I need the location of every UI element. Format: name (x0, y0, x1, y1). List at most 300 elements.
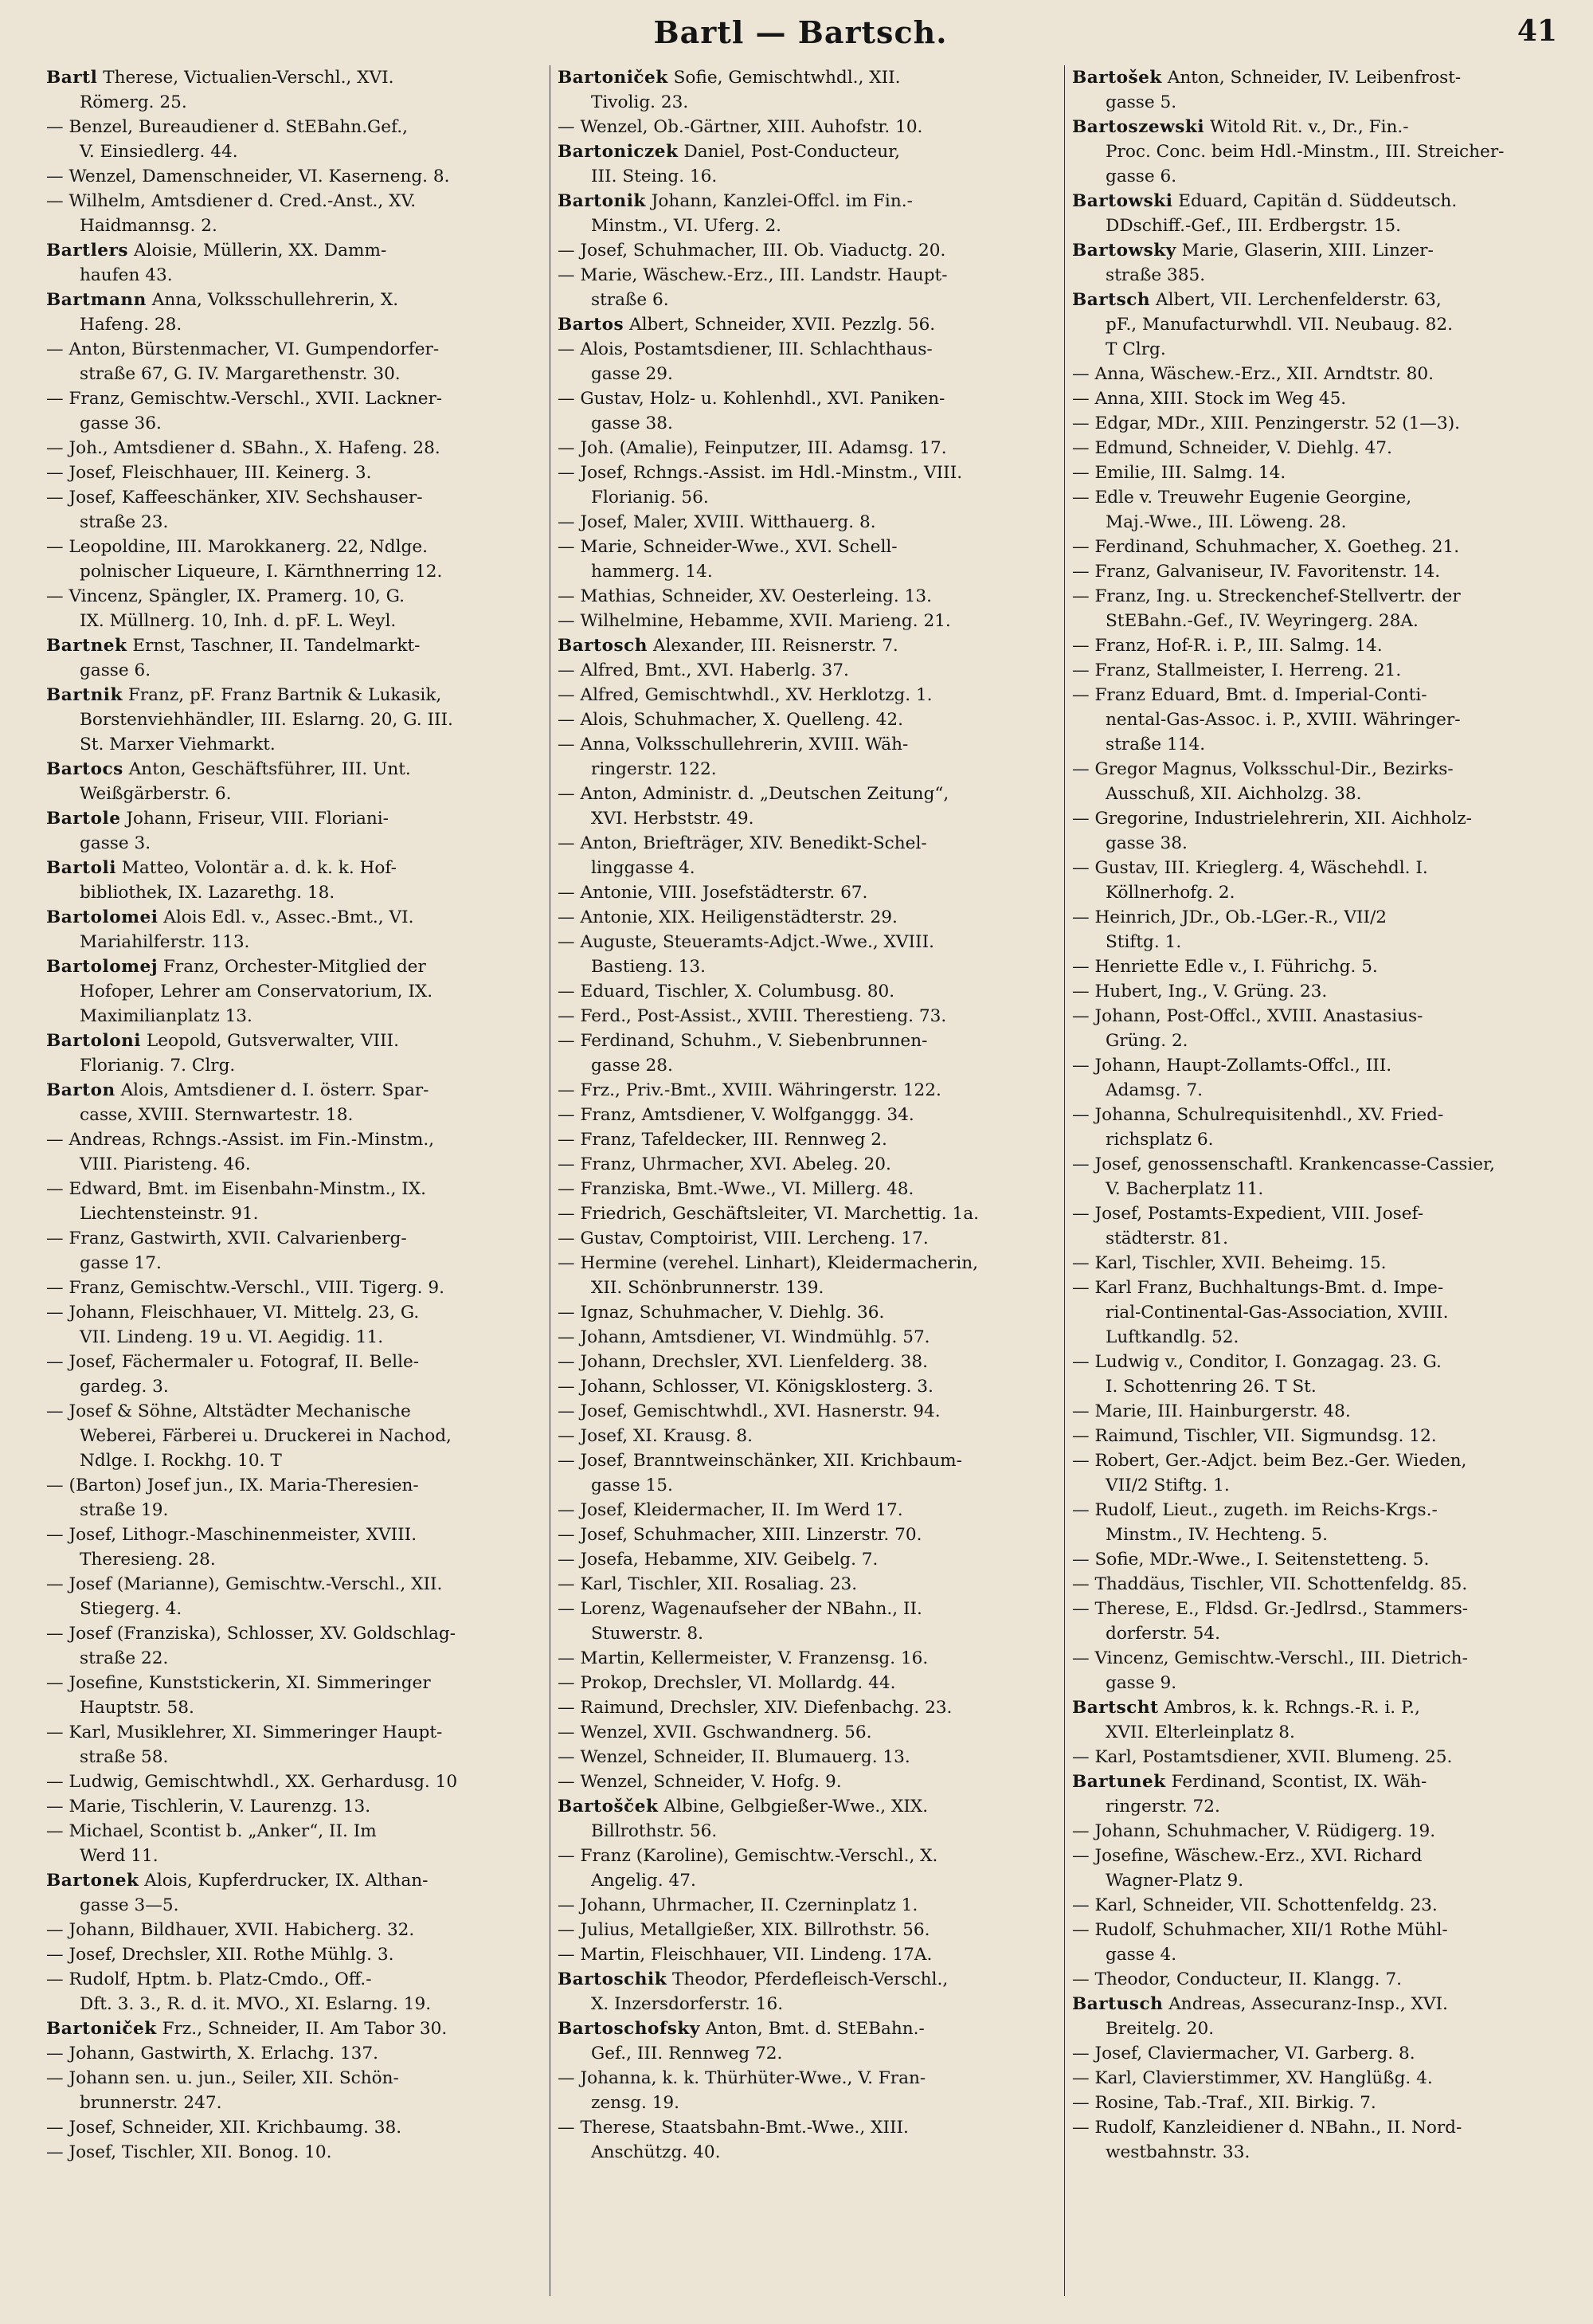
surname: Barton (46, 1080, 115, 1100)
sub-entry: — Josefine, Kunststickerin, XI. Simmeringer (46, 1671, 540, 1695)
sub-entry: — Sofie, MDr.-Wwe., I. Seitenstetteng. 5. (1072, 1547, 1566, 1572)
sub-entry: — Michael, Scontist b. „Anker“, II. Im (46, 1819, 540, 1844)
entry-text: Alexander, III. Reisnerstr. 7. (652, 636, 898, 656)
entry-continuation: Minstm., IV. Hechteng. 5. (1106, 1525, 1328, 1545)
sub-entry: — Ignaz, Schuhmacher, V. Diehlg. 36. (558, 1300, 1051, 1325)
sub-entry: — Joh., Amtsdiener d. SBahn., X. Hafeng. 28. (46, 436, 540, 460)
entry-continuation: Liechtensteinstr. 91. (80, 1204, 259, 1224)
sub-entry: — Franz, Amtsdiener, V. Wolfganggg. 34. (558, 1103, 1051, 1127)
surname: Bartosch (558, 636, 648, 656)
entry-text: Albert, VII. Lerchenfelderstr. 63, (1155, 290, 1442, 310)
sub-entry: — Alois, Schuhmacher, X. Quelleng. 42. (558, 707, 1051, 732)
entry-continuation: Florianig. 56. (591, 488, 709, 508)
entry-heading (46, 954, 540, 979)
sub-entry: — Lorenz, Wagenaufseher der NBahn., II. (558, 1597, 1051, 1621)
entry-continuation: casse, XVIII. Sternwartestr. 18. (80, 1105, 354, 1125)
sub-entry: — Josef, Postamts-Expedient, VIII. Josef- (1072, 1201, 1566, 1226)
entry-continuation: Ndlge. I. Rockhg. 10. T (80, 1451, 282, 1471)
sub-entry: — Anton, Briefträger, XIV. Benedikt-Schel- (558, 831, 1051, 856)
sub-entry: — Josef (Franziska), Schlosser, XV. Goldschlag- (46, 1621, 540, 1646)
entry-continuation: polnischer Liqueure, I. Kärnthnerring 12. (80, 562, 443, 582)
entry-heading (1072, 65, 1566, 90)
entry-text: Witold Rit. v., Dr., Fin.- (1209, 117, 1409, 137)
entry-heading (46, 1868, 540, 1893)
sub-entry: — Edmund, Schneider, V. Diehlg. 47. (1072, 436, 1566, 460)
sub-entry: — Franz, Stallmeister, I. Herreng. 21. (1072, 658, 1566, 683)
sub-entry: — Anna, XIII. Stock im Weg 45. (1072, 386, 1566, 411)
entry-continuation: X. Inzersdorferstr. 16. (591, 1994, 784, 2014)
surname: Bartocs (46, 759, 123, 779)
sub-entry: — Julius, Metallgießer, XIX. Billrothstr. 56. (558, 1918, 1051, 1942)
sub-entry: — Josef (Marianne), Gemischtw.-Verschl., XII. (46, 1572, 540, 1597)
sub-entry: — Josefine, Wäschew.-Erz., XVI. Richard (1072, 1844, 1566, 1868)
sub-entry: — Josef, Kleidermacher, II. Im Werd 17. (558, 1498, 1051, 1523)
column-rule (1064, 65, 1065, 2296)
sub-entry: — Franz Eduard, Bmt. d. Imperial-Conti- (1072, 683, 1566, 707)
sub-entry: — Antonie, XIX. Heiligenstädterstr. 29. (558, 905, 1051, 930)
sub-entry: — Johann, Amtsdiener, VI. Windmühlg. 57. (558, 1325, 1051, 1350)
entry-heading (1072, 1992, 1566, 2016)
sub-entry: — Franz, Gemischtw.-Verschl., XVII. Lackner- (46, 386, 540, 411)
sub-entry: — Josef, Kaffeeschänker, XIV. Sechshauser- (46, 485, 540, 510)
sub-entry: — Franz, Ing. u. Streckenchef-Stellvertr. der (1072, 584, 1566, 609)
sub-entry: — Thaddäus, Tischler, VII. Schottenfeldg. 85. (1072, 1572, 1566, 1597)
sub-entry: — Karl, Clavierstimmer, XV. Hanglüßg. 4. (1072, 2066, 1566, 2091)
entry-continuation: Bastieng. 13. (591, 957, 706, 977)
surname: Bartoszewski (1072, 117, 1205, 137)
sub-entry: — Karl Franz, Buchhaltungs-Bmt. d. Impe- (1072, 1276, 1566, 1300)
sub-entry: — Gustav, III. Krieglerg. 4, Wäschehdl. I. (1072, 856, 1566, 880)
entry-continuation: XII. Schönbrunnerstr. 139. (591, 1278, 824, 1298)
sub-entry: — Ludwig, Gemischtwhdl., XX. Gerhardusg. 10 (46, 1769, 540, 1794)
sub-entry: — Josef, Gemischtwhdl., XVI. Hasnerstr. 94. (558, 1399, 1051, 1424)
sub-entry: — Karl, Tischler, XVII. Beheimg. 15. (1072, 1251, 1566, 1276)
entry-continuation: gasse 15. (591, 1476, 673, 1495)
entry-heading (46, 65, 540, 90)
sub-entry: — Alfred, Gemischtwhdl., XV. Herklotzg. 1. (558, 683, 1051, 707)
sub-entry: — Marie, Schneider-Wwe., XVI. Schell- (558, 535, 1051, 559)
entry-text: Andreas, Assecuranz-Insp., XVI. (1168, 1994, 1448, 2014)
entry-text: Franz, pF. Franz Bartnik & Lukasik, (127, 685, 442, 705)
surname: Bartlers (46, 241, 129, 261)
entry-heading (1072, 1769, 1566, 1794)
entry-text: Frz., Schneider, II. Am Tabor 30. (162, 2019, 448, 2039)
entry-continuation: Anschützg. 40. (591, 2142, 721, 2162)
sub-entry: — Ferd., Post-Assist., XVIII. Therestieng. 73. (558, 1004, 1051, 1029)
surname: Bartolomej (46, 957, 159, 977)
entry-continuation: nental-Gas-Assoc. i. P., XVIII. Währinger- (1106, 710, 1461, 730)
entry-continuation: zensg. 19. (591, 2093, 680, 2113)
entry-text: Leopold, Gutsverwalter, VIII. (146, 1031, 399, 1051)
sub-entry: — Karl, Schneider, VII. Schottenfeldg. 23. (1072, 1893, 1566, 1918)
entry-text: Franz, Orchester-Mitglied der (162, 957, 426, 977)
sub-entry: — Wenzel, XVII. Gschwandnerg. 56. (558, 1720, 1051, 1745)
sub-entry: — Gregor Magnus, Volksschul-Dir., Bezirks- (1072, 757, 1566, 782)
entry-continuation: Hofoper, Lehrer am Conservatorium, IX. (80, 982, 433, 1001)
sub-entry: — Josef, XI. Krausg. 8. (558, 1424, 1051, 1448)
sub-entry: — Gustav, Holz- u. Kohlenhdl., XVI. Paniken- (558, 386, 1051, 411)
sub-entry: — Josef, Schuhmacher, XIII. Linzerstr. 70. (558, 1523, 1051, 1547)
entry-continuation: brunnerstr. 247. (80, 2093, 222, 2113)
surname: Bartowsky (1072, 241, 1176, 261)
sub-entry: — Vincenz, Gemischtw.-Verschl., III. Dietrich- (1072, 1646, 1566, 1671)
entry-continuation: Stiftg. 1. (1106, 932, 1182, 952)
entry-continuation: gasse 4. (1106, 1945, 1177, 1965)
entry-heading (1072, 288, 1566, 312)
entry-text: Alois, Amtsdiener d. I. österr. Spar- (120, 1080, 429, 1100)
entry-continuation: gardeg. 3. (80, 1377, 169, 1397)
sub-entry: — Theodor, Conducteur, II. Klangg. 7. (1072, 1967, 1566, 1992)
entry-text: Johann, Friseur, VIII. Floriani- (126, 809, 389, 829)
sub-entry: — Emilie, III. Salmg. 14. (1072, 460, 1566, 485)
entry-continuation: gasse 9. (1106, 1673, 1177, 1693)
sub-entry: — Frz., Priv.-Bmt., XVIII. Währingerstr. 122. (558, 1078, 1051, 1103)
entry-continuation: Proc. Conc. beim Hdl.-Minstm., III. Streicher- (1106, 142, 1505, 162)
entry-heading (46, 905, 540, 930)
surname: Bartoniček (46, 2019, 157, 2039)
sub-entry: — Franz, Galvaniseur, IV. Favoritenstr. 14. (1072, 559, 1566, 584)
surname: Bartsch (1072, 290, 1151, 310)
entry-continuation: Theresieng. 28. (80, 1550, 216, 1570)
entry-continuation: straße 6. (591, 290, 669, 310)
entry-continuation: gasse 6. (80, 660, 151, 680)
sub-entry: — Johann, Gastwirth, X. Erlachg. 137. (46, 2041, 540, 2066)
sub-entry: — Johanna, Schulrequisitenhdl., XV. Fried- (1072, 1103, 1566, 1127)
entry-continuation: Breitelg. 20. (1106, 2019, 1215, 2039)
sub-entry: — Anna, Volksschullehrerin, XVIII. Wäh- (558, 732, 1051, 757)
surname: Bartole (46, 809, 121, 829)
sub-entry: — Franz, Uhrmacher, XVI. Abeleg. 20. (558, 1152, 1051, 1177)
entry-continuation: Köllnerhofg. 2. (1106, 883, 1235, 903)
sub-entry: — Rudolf, Schuhmacher, XII/1 Rothe Mühl- (1072, 1918, 1566, 1942)
sub-entry: — Rosine, Tab.-Traf., XII. Birkig. 7. (1072, 2091, 1566, 2115)
entry-continuation: XVI. Herbststr. 49. (591, 809, 754, 829)
sub-entry: — Josef, Tischler, XII. Bonog. 10. (46, 2140, 540, 2165)
sub-entry: — Johann sen. u. jun., Seiler, XII. Schön- (46, 2066, 540, 2091)
sub-entry: — (Barton) Josef jun., IX. Maria-Theresien- (46, 1473, 540, 1498)
sub-entry: — Wilhelmine, Hebamme, XVII. Marieng. 21. (558, 609, 1051, 633)
sub-entry: — Anton, Administr. d. „Deutschen Zeitung“, (558, 782, 1051, 806)
entry-continuation: Hafeng. 28. (80, 315, 182, 335)
entry-continuation: Adamsg. 7. (1106, 1080, 1204, 1100)
entry-heading (46, 288, 540, 312)
entry-continuation: V. Bacherplatz 11. (1106, 1179, 1264, 1199)
sub-entry: — Anna, Wäschew.-Erz., XII. Arndtstr. 80. (1072, 362, 1566, 386)
directory-column-1 (46, 65, 540, 2165)
entry-continuation: gasse 17. (80, 1253, 162, 1273)
entry-text: Therese, Victualien-Verschl., XVI. (103, 68, 394, 88)
sub-entry: — Johann, Post-Offcl., XVIII. Anastasius- (1072, 1004, 1566, 1029)
sub-entry: — Andreas, Rchngs.-Assist. im Fin.-Minstm., (46, 1127, 540, 1152)
sub-entry: — Wenzel, Damenschneider, VI. Kaserneng. 8. (46, 164, 540, 189)
entry-continuation: straße 22. (80, 1648, 169, 1668)
entry-continuation: Minstm., VI. Uferg. 2. (591, 216, 782, 236)
entry-heading (46, 806, 540, 831)
surname: Bartos (558, 315, 624, 335)
surname: Bartonik (558, 191, 646, 211)
entry-heading (558, 312, 1051, 337)
entry-heading (46, 238, 540, 263)
entry-heading (1072, 189, 1566, 214)
sub-entry: — Raimund, Drechsler, XIV. Diefenbachg. 23. (558, 1695, 1051, 1720)
page-header (44, 14, 1557, 62)
directory-column-2 (558, 65, 1051, 2165)
entry-continuation: gasse 29. (591, 364, 673, 384)
sub-entry: — Mathias, Schneider, XV. Oesterleing. 13. (558, 584, 1051, 609)
entry-continuation: haufen 43. (80, 265, 173, 285)
entry-continuation: I. Schottenring 26. T St. (1106, 1377, 1317, 1397)
entry-continuation: St. Marxer Viehmarkt. (80, 735, 276, 754)
entry-text: Matteo, Volontär a. d. k. k. Hof- (121, 858, 397, 878)
sub-entry: — Robert, Ger.-Adjct. beim Bez.-Ger. Wieden, (1072, 1448, 1566, 1473)
entry-continuation: westbahnstr. 33. (1106, 2142, 1251, 2162)
entry-continuation: rial-Continental-Gas-Association, XVIII. (1106, 1303, 1449, 1323)
sub-entry: — Johann, Fleischhauer, VI. Mittelg. 23, G. (46, 1300, 540, 1325)
sub-entry: — Franz, Tafeldecker, III. Rennweg 2. (558, 1127, 1051, 1152)
surname: Bartolomei (46, 907, 159, 927)
sub-entry: — Wenzel, Schneider, II. Blumauerg. 13. (558, 1745, 1051, 1769)
entry-continuation: Werd 11. (80, 1846, 159, 1866)
entry-heading (558, 139, 1051, 164)
sub-entry: — Josef, Maler, XVIII. Witthauerg. 8. (558, 510, 1051, 535)
sub-entry: — Edle v. Treuwehr Eugenie Georgine, (1072, 485, 1566, 510)
sub-entry: — Karl, Tischler, XII. Rosaliag. 23. (558, 1572, 1051, 1597)
entry-continuation: III. Steing. 16. (591, 167, 718, 186)
sub-entry: — Alois, Postamtsdiener, III. Schlachthaus- (558, 337, 1051, 362)
sub-entry: — Joh. (Amalie), Feinputzer, III. Adamsg. 17. (558, 436, 1051, 460)
sub-entry: — Martin, Fleischhauer, VII. Lindeng. 17A. (558, 1942, 1051, 1967)
entry-continuation: straße 19. (80, 1500, 169, 1520)
surname: Bartusch (1072, 1994, 1164, 2014)
sub-entry: — Josef, Lithogr.-Maschinenmeister, XVIII. (46, 1523, 540, 1547)
entry-continuation: linggasse 4. (591, 858, 695, 878)
entry-continuation: gasse 36. (80, 413, 162, 433)
entry-continuation: VII. Lindeng. 19 u. VI. Aegidig. 11. (80, 1327, 384, 1347)
entry-heading (46, 633, 540, 658)
entry-heading (46, 683, 540, 707)
entry-continuation: VII/2 Stiftg. 1. (1106, 1476, 1230, 1495)
entry-heading (46, 1078, 540, 1103)
entry-continuation: StEBahn.-Gef., IV. Weyringerg. 28A. (1106, 611, 1419, 631)
surname: Bartl (46, 68, 98, 88)
entry-text: Daniel, Post-Conducteur, (683, 142, 900, 162)
entry-continuation: T Clrg. (1106, 339, 1166, 359)
surname: Bartoschofsky (558, 2019, 700, 2039)
sub-entry: — Prokop, Drechsler, VI. Mollardg. 44. (558, 1671, 1051, 1695)
entry-heading (1072, 238, 1566, 263)
entry-continuation: Grüng. 2. (1106, 1031, 1188, 1051)
entry-text: Aloisie, Müllerin, XX. Damm- (133, 241, 387, 261)
entry-continuation: gasse 28. (591, 1056, 673, 1076)
entry-text: Ferdinand, Scontist, IX. Wäh- (1171, 1772, 1427, 1792)
entry-continuation: gasse 38. (1106, 833, 1188, 853)
sub-entry: — Ferdinand, Schuhm., V. Siebenbrunnen- (558, 1029, 1051, 1053)
sub-entry: — Wenzel, Ob.-Gärtner, XIII. Auhofstr. 10. (558, 115, 1051, 139)
entry-continuation: Weberei, Färberei u. Druckerei in Nachod, (80, 1426, 452, 1446)
sub-entry: — Edgar, MDr., XIII. Penzingerstr. 52 (1—3). (1072, 411, 1566, 436)
sub-entry: — Franz (Karoline), Gemischtw.-Verschl., X. (558, 1844, 1051, 1868)
entry-heading (46, 1029, 540, 1053)
sub-entry: — Anton, Bürstenmacher, VI. Gumpendorfer- (46, 337, 540, 362)
entry-continuation: Ausschuß, XII. Aichholzg. 38. (1106, 784, 1362, 804)
surname: Bartonek (46, 1871, 139, 1891)
sub-entry: — Martin, Kellermeister, V. Franzensg. 16. (558, 1646, 1051, 1671)
entry-continuation: VIII. Piaristeng. 46. (80, 1154, 251, 1174)
directory-column-3 (1072, 65, 1566, 2165)
entry-continuation: gasse 38. (591, 413, 673, 433)
entry-heading (558, 1967, 1051, 1992)
sub-entry: — Johann, Uhrmacher, II. Czerninplatz 1. (558, 1893, 1051, 1918)
surname: Bartoschik (558, 1969, 667, 1989)
entry-text: Johann, Kanzlei-Offcl. im Fin.- (651, 191, 913, 211)
sub-entry: — Vincenz, Spängler, IX. Pramerg. 10, G. (46, 584, 540, 609)
surname: Bartowski (1072, 191, 1173, 211)
running-head: Bartl — Bartsch. (653, 14, 948, 50)
sub-entry: — Rudolf, Hptm. b. Platz-Cmdo., Off.- (46, 1967, 540, 1992)
sub-entry: — Josef & Söhne, Altstädter Mechanische (46, 1399, 540, 1424)
entry-text: Anton, Schneider, IV. Leibenfrost- (1167, 68, 1462, 88)
surname: Bartmann (46, 290, 147, 310)
entry-heading (1072, 115, 1566, 139)
sub-entry: — Leopoldine, III. Marokkanerg. 22, Ndlge. (46, 535, 540, 559)
entry-text: Marie, Glaserin, XIII. Linzer- (1181, 241, 1434, 261)
sub-entry: — Wilhelm, Amtsdiener d. Cred.-Anst., XV. (46, 189, 540, 214)
entry-text: Ambros, k. k. Rchngs.-R. i. P., (1164, 1698, 1420, 1718)
surname: Bartoniczek (558, 142, 679, 162)
entry-continuation: Gef., III. Rennweg 72. (591, 2044, 783, 2063)
sub-entry: — Johanna, k. k. Thürhüter-Wwe., V. Fran- (558, 2066, 1051, 2091)
entry-continuation: Angelig. 47. (591, 1871, 696, 1891)
sub-entry: — Johann, Schlosser, VI. Königsklosterg. 3. (558, 1374, 1051, 1399)
sub-entry: — Heinrich, JDr., Ob.-LGer.-R., VII/2 (1072, 905, 1566, 930)
surname: Bartoli (46, 858, 116, 878)
sub-entry: — Josef, Schneider, XII. Krichbaumg. 38. (46, 2115, 540, 2140)
entry-text: Albine, Gelbgießer-Wwe., XIX. (663, 1797, 929, 1816)
sub-entry: — Johann, Schuhmacher, V. Rüdigerg. 19. (1072, 1819, 1566, 1844)
sub-entry: — Josef, Schuhmacher, III. Ob. Viaductg. 20. (558, 238, 1051, 263)
entry-continuation: Maj.-Wwe., III. Löweng. 28. (1106, 512, 1347, 532)
entry-heading (558, 1794, 1051, 1819)
entry-heading (558, 189, 1051, 214)
sub-entry: — Karl, Musiklehrer, XI. Simmeringer Haupt- (46, 1720, 540, 1745)
entry-continuation: Maximilianplatz 13. (80, 1006, 252, 1026)
sub-entry: — Auguste, Steueramts-Adjct.-Wwe., XVIII. (558, 930, 1051, 954)
sub-entry: — Josef, Claviermacher, VI. Garberg. 8. (1072, 2041, 1566, 2066)
sub-entry: — Gregorine, Industrielehrerin, XII. Aichholz- (1072, 806, 1566, 831)
entry-text: Anton, Geschäftsführer, III. Unt. (128, 759, 411, 779)
sub-entry: — Marie, III. Hainburgerstr. 48. (1072, 1399, 1566, 1424)
entry-continuation: Billrothstr. 56. (591, 1821, 718, 1841)
entry-text: Ernst, Taschner, II. Tandelmarkt- (132, 636, 421, 656)
entry-continuation: straße 23. (80, 512, 169, 532)
entry-continuation: Weißgärberstr. 6. (80, 784, 232, 804)
sub-entry: — Franziska, Bmt.-Wwe., VI. Millerg. 48. (558, 1177, 1051, 1201)
sub-entry: — Edward, Bmt. im Eisenbahn-Minstm., IX. (46, 1177, 540, 1201)
sub-entry: — Antonie, VIII. Josefstädterstr. 67. (558, 880, 1051, 905)
sub-entry: — Hermine (verehel. Linhart), Kleidermacherin, (558, 1251, 1051, 1276)
entry-continuation: bibliothek, IX. Lazarethg. 18. (80, 883, 335, 903)
entry-continuation: richsplatz 6. (1106, 1130, 1214, 1150)
entry-continuation: Luftkandlg. 52. (1106, 1327, 1239, 1347)
entry-continuation: Borstenviehhändler, III. Eslarng. 20, G. III. (80, 710, 453, 730)
sub-entry: — Josef, Rchngs.-Assist. im Hdl.-Minstm., VIII. (558, 460, 1051, 485)
sub-entry: — Wenzel, Schneider, V. Hofg. 9. (558, 1769, 1051, 1794)
entry-text: Eduard, Capitän d. Süddeutsch. (1178, 191, 1458, 211)
entry-continuation: Stuwerstr. 8. (591, 1624, 704, 1644)
sub-entry: — Ferdinand, Schuhmacher, X. Goetheg. 21. (1072, 535, 1566, 559)
sub-entry: — Raimund, Tischler, VII. Sigmundsg. 12. (1072, 1424, 1566, 1448)
entry-continuation: städterstr. 81. (1106, 1229, 1229, 1248)
entry-continuation: gasse 3. (80, 833, 151, 853)
entry-heading (1072, 1695, 1566, 1720)
sub-entry: — Rudolf, Kanzleidiener d. NBahn., II. Nord- (1072, 2115, 1566, 2140)
entry-text: Theodor, Pferdefleisch-Verschl., (672, 1969, 949, 1989)
entry-continuation: hammerg. 14. (591, 562, 713, 582)
sub-entry: — Josef, Fleischhauer, III. Keinerg. 3. (46, 460, 540, 485)
entry-continuation: ringerstr. 122. (591, 759, 717, 779)
sub-entry: — Ludwig v., Conditor, I. Gonzagag. 23. G. (1072, 1350, 1566, 1374)
entry-continuation: DDschiff.-Gef., III. Erdbergstr. 15. (1106, 216, 1401, 236)
sub-entry: — Johann, Haupt-Zollamts-Offcl., III. (1072, 1053, 1566, 1078)
entry-text: Albert, Schneider, XVII. Pezzlg. 56. (629, 315, 936, 335)
surname: Bartoloni (46, 1031, 142, 1051)
entry-heading (46, 856, 540, 880)
surname: Bartošček (558, 1797, 659, 1816)
sub-entry: — Franz, Gemischtw.-Verschl., VIII. Tigerg. 9. (46, 1276, 540, 1300)
entry-continuation: V. Einsiedlerg. 44. (80, 142, 238, 162)
entry-continuation: Mariahilferstr. 113. (80, 932, 250, 952)
entry-text: Alois Edl. v., Assec.-Bmt., VI. (163, 907, 414, 927)
surname: Bartošek (1072, 68, 1162, 88)
entry-text: Anton, Bmt. d. StEBahn.- (705, 2019, 925, 2039)
surname: Bartunek (1072, 1772, 1166, 1792)
sub-entry: — Josef, Branntweinschänker, XII. Krichbaum- (558, 1448, 1051, 1473)
sub-entry: — Johann, Bildhauer, XVII. Habicherg. 32. (46, 1918, 540, 1942)
entry-heading (558, 633, 1051, 658)
sub-entry: — Josefa, Hebamme, XIV. Geibelg. 7. (558, 1547, 1051, 1572)
sub-entry: — Eduard, Tischler, X. Columbusg. 80. (558, 979, 1051, 1004)
entry-heading (558, 65, 1051, 90)
entry-continuation: Haidmannsg. 2. (80, 216, 217, 236)
entry-continuation: straße 58. (80, 1747, 169, 1767)
entry-continuation: XVII. Elterleinplatz 8. (1106, 1722, 1295, 1742)
entry-heading (46, 757, 540, 782)
sub-entry: — Marie, Wäschew.-Erz., III. Landstr. Haupt- (558, 263, 1051, 288)
entry-continuation: Wagner-Platz 9. (1106, 1871, 1244, 1891)
entry-continuation: Hauptstr. 58. (80, 1698, 194, 1718)
entry-continuation: gasse 3—5. (80, 1895, 179, 1915)
entry-continuation: ringerstr. 72. (1106, 1797, 1220, 1816)
sub-entry: — Rudolf, Lieut., zugeth. im Reichs-Krgs.- (1072, 1498, 1566, 1523)
sub-entry: — Henriette Edle v., I. Führichg. 5. (1072, 954, 1566, 979)
surname: Bartscht (1072, 1698, 1159, 1718)
sub-entry: — Franz, Hof-R. i. P., III. Salmg. 14. (1072, 633, 1566, 658)
entry-continuation: Florianig. 7. Clrg. (80, 1056, 236, 1076)
page-number: 41 (1517, 14, 1557, 48)
entry-continuation: gasse 5. (1106, 92, 1177, 112)
sub-entry: — Therese, Staatsbahn-Bmt.-Wwe., XIII. (558, 2115, 1051, 2140)
sub-entry: — Josef, genossenschaftl. Krankencasse-Cassier, (1072, 1152, 1566, 1177)
entry-continuation: Tivolig. 23. (591, 92, 689, 112)
entry-text: Sofie, Gemischtwhdl., XII. (673, 68, 901, 88)
entry-continuation: gasse 6. (1106, 167, 1177, 186)
entry-text: Anna, Volksschullehrerin, X. (151, 290, 399, 310)
entry-text: Alois, Kupferdrucker, IX. Althan- (144, 1871, 429, 1891)
sub-entry: — Hubert, Ing., V. Grüng. 23. (1072, 979, 1566, 1004)
entry-continuation: Stiegerg. 4. (80, 1599, 182, 1619)
sub-entry: — Alfred, Bmt., XVI. Haberlg. 37. (558, 658, 1051, 683)
sub-entry: — Therese, E., Fldsd. Gr.-Jedlrsd., Stammers- (1072, 1597, 1566, 1621)
